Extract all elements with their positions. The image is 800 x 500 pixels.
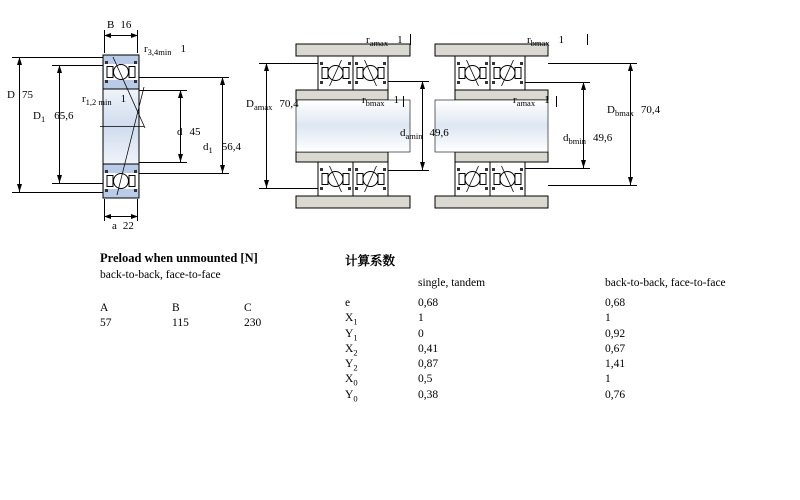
dim-label-damin: $d_{amin}$ 49,6 — [400, 127, 449, 142]
factors-value-single: 1 — [418, 312, 424, 325]
preload-col-header: A — [100, 302, 109, 314]
dim-label-dbmin: $d_{bmin}$ 49,6 — [563, 132, 613, 147]
factors-row-label: e — [345, 297, 351, 309]
factors-row-label: $X_0$ — [345, 373, 358, 388]
dim-label-r34: $r_{3,4min}$ 1 — [144, 43, 187, 58]
dim-label-d1: $d_1$ 56,4 — [203, 141, 241, 156]
dim-label-D: D 75 — [7, 89, 33, 101]
factors-row-label: $Y_2$ — [345, 358, 358, 373]
factors-value-single: 0,38 — [418, 388, 439, 401]
mid-shaft-area — [296, 100, 410, 152]
factors-col-empty — [345, 276, 418, 293]
factors-value-single: 0 — [418, 327, 424, 340]
dim-label-ramax-top: $r_{amax}$ 1 — [366, 34, 403, 49]
preload-col-header: C — [244, 302, 252, 314]
factors-row-label: $Y_0$ — [345, 388, 358, 404]
right-housing-bottom — [435, 196, 548, 208]
preload-value: 115 — [172, 317, 189, 329]
preload-col-header: B — [172, 302, 180, 314]
factors-value-btb: 0,67 — [605, 342, 626, 355]
dim-label-a: a 22 — [112, 220, 134, 232]
dim-label-B: B 16 — [107, 19, 132, 31]
preload-subtitle: back-to-back, face-to-face — [100, 269, 221, 281]
right-shoulder-bottom — [455, 152, 548, 162]
factors-value-btb: 1,41 — [605, 358, 626, 371]
preload-table — [100, 251, 316, 329]
dim-label-rbmax-top: $r_{bmax}$ 1 — [527, 34, 565, 49]
dim-label-ramax-mid: $r_{amax}$ 1 — [513, 94, 550, 109]
dim-label-d: d 45 — [177, 126, 201, 138]
mid-shoulder-bottom — [296, 152, 388, 162]
dim-label-D1: $D_1$ 65,6 — [33, 110, 74, 125]
factors-value-btb: 1 — [605, 312, 611, 325]
factors-value-single: 0,68 — [418, 297, 439, 309]
factors-col-back-to-back: back-to-back, face-to-face — [605, 277, 726, 289]
factors-row-label: $X_2$ — [345, 342, 358, 358]
dim-label-Dbmax: $D_{bmax}$ 70,4 — [607, 104, 661, 119]
dim-label-Damax: $D_{amax}$ 70,4 — [246, 98, 299, 113]
factors-value-btb: 0,92 — [605, 327, 626, 340]
preload-value: 230 — [244, 317, 262, 329]
preload-value: 57 — [100, 317, 112, 329]
factors-title: 计算系数 — [345, 254, 396, 268]
factors-value-btb: 0,76 — [605, 388, 626, 401]
factors-value-btb: 0,68 — [605, 297, 626, 309]
factors-row-label: $Y_1$ — [345, 327, 358, 342]
factors-value-single: 0,87 — [418, 358, 439, 371]
factors-value-single: 0,5 — [418, 373, 433, 386]
dim-label-rbmax-mid: $r_{bmax}$ 1 — [362, 94, 400, 109]
factors-value-single: 0,41 — [418, 342, 439, 355]
preload-title: Preload when unmounted [N] — [100, 251, 258, 265]
mid-housing-bottom — [296, 196, 410, 208]
dim-label-r12: $r_{1,2 min}$ 1 — [82, 93, 127, 108]
factors-table — [345, 251, 800, 403]
factors-value-btb: 1 — [605, 373, 611, 386]
factors-row-label: $X_1$ — [345, 312, 358, 327]
factors-col-single-tandem: single, tandem — [418, 277, 486, 289]
